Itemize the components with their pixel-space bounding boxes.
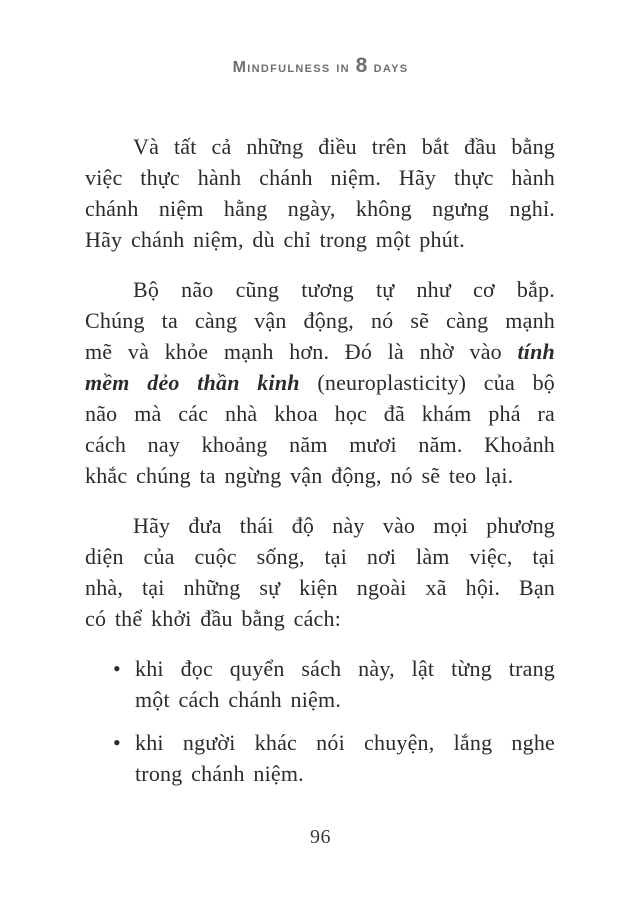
text-line [85, 460, 555, 491]
text-line [85, 274, 555, 305]
text-line [85, 572, 555, 603]
bullet-icon: • [113, 730, 121, 755]
text-line [135, 758, 555, 789]
page-number: 96 [310, 826, 331, 848]
bullet-text [135, 727, 555, 789]
running-header-text-after: days [367, 59, 409, 76]
text-segment: diện của cuộc sống, tại nơi làm việc, tại [85, 544, 555, 569]
bullet-item [85, 653, 555, 715]
bullet-list [85, 653, 555, 789]
text-segment: Và tất cả những điều trên bắt đầu bằng [133, 134, 555, 159]
text-line [135, 653, 555, 684]
text-segment: Hãy đưa thái độ này vào mọi phương [133, 513, 555, 538]
text-segment: (neuroplasticity) của bộ [299, 370, 555, 395]
text-line [85, 162, 555, 193]
text-line [85, 603, 555, 634]
text-segment: mẽ và khỏe mạnh hơn. Đó là nhờ vào [85, 339, 518, 364]
text-line [85, 336, 555, 367]
bullet-icon: • [113, 656, 121, 681]
text-segment: khi người khác nói chuyện, lắng nghe [135, 730, 555, 755]
bullet-item [85, 727, 555, 789]
text-segment: có thể khởi đầu bằng cách: [85, 606, 342, 631]
running-header-number: 8 [355, 54, 368, 77]
page-content [85, 131, 555, 789]
text-segment: Chúng ta càng vận động, nó sẽ càng mạnh [85, 308, 555, 333]
text-segment: não mà các nhà khoa học đã khám phá ra [85, 401, 555, 426]
bullet-text [135, 653, 555, 715]
text-line [85, 193, 555, 224]
paragraph [85, 131, 555, 255]
text-segment: khi đọc quyển sách này, lật từng trang [135, 656, 555, 681]
text-segment: một cách chánh niệm. [135, 687, 342, 712]
text-segment: Bộ não cũng tương tự như cơ bắp. [133, 277, 555, 302]
paragraph [85, 274, 555, 491]
text-segment: trong chánh niệm. [135, 761, 304, 786]
text-line [85, 367, 555, 398]
text-segment: nhà, tại những sự kiện ngoài xã hội. Bạn [85, 575, 555, 600]
text-line [85, 305, 555, 336]
text-line [85, 131, 555, 162]
text-line [85, 429, 555, 460]
text-line [85, 224, 555, 255]
text-segment: chánh niệm hằng ngày, không ngưng nghỉ. [85, 196, 555, 221]
running-header [0, 54, 641, 78]
running-header-text: Mindfulness in [232, 59, 356, 76]
text-segment: việc thực hành chánh niệm. Hãy thực hành [85, 165, 555, 190]
italic-text-segment: tính [517, 339, 555, 364]
text-segment: khắc chúng ta ngừng vận động, nó sẽ teo lại. [85, 463, 514, 488]
paragraph [85, 510, 555, 634]
text-line [85, 541, 555, 572]
text-line [85, 510, 555, 541]
text-line [85, 398, 555, 429]
text-line [135, 727, 555, 758]
text-segment: Hãy chánh niệm, dù chỉ trong một phút. [85, 227, 465, 252]
text-segment: cách nay khoảng năm mươi năm. Khoảnh [85, 432, 555, 457]
italic-text-segment: mềm dẻo thần kinh [85, 370, 300, 395]
text-line [135, 684, 555, 715]
